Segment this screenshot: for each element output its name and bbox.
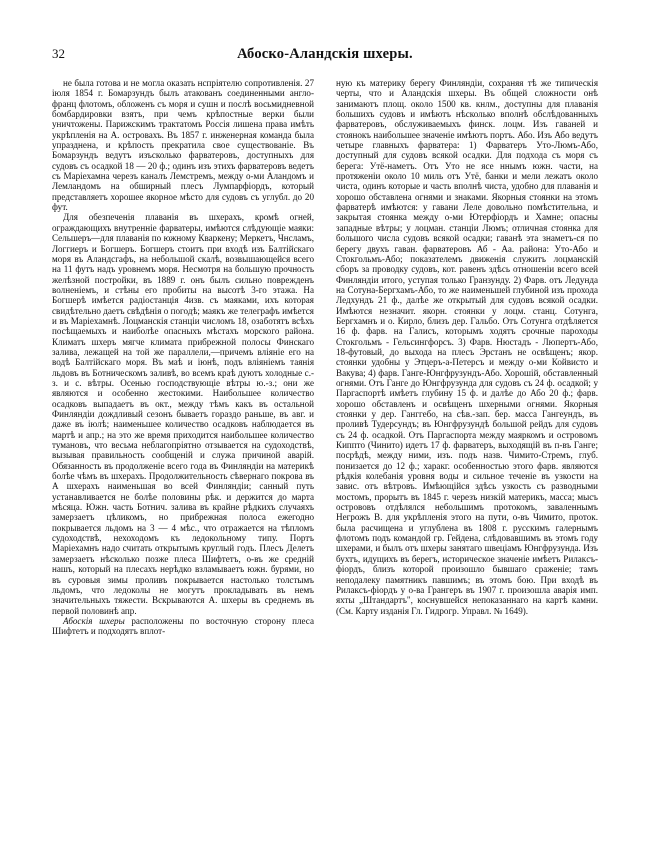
column-left xyxy=(52,78,314,637)
text-columns xyxy=(52,78,598,637)
running-title: Абоско-Аландскія шхеры. xyxy=(237,46,413,62)
page-header xyxy=(52,46,598,72)
paragraph: не была готова и не могла оказать нспрiятелю сопротивленiя. 27 iюля 1854 г. Бомарзундъ былъ атакованъ соединенными англо-франц флотомъ, обложенъ съ моря и сушн и послѣ восьмидневной бомбардировки взятъ, при чемъ крѣпостные верки были уничтожены. Парижскимъ трактатомъ Россiя лишена права имѣть укрѣпленiя на А. островахъ. Въ 1857 г. инженерная команда была упразднена, и крѣпость прекратила свое существованiе. Въ Бомарзундъ ведутъ изъсколько фарватеровъ, доступныхъ для судовъ съ осадкой 18 — 20 ф.; одинъ изъ этихъ фарватеровъ ведетъ съ Марiехамна черезъ каналъ Лемстремъ, между о-ми Аландомъ и Лемландомъ на обширный плесъ Лумпарфiордъ, который представляетъ хорошее якорное мѣсто для судовъ съ углубл. до 20 фут. xyxy=(52,78,314,213)
paragraph: ную къ материку берегу Финляндiи, сохраняя тѣ же типическiя черты, что и Аландскiя шхеры. Въ общей сложности онѣ занимаютъ площ. около 1500 кв. кнлм., доступны для плаванiя большихъ судовъ и имѣютъ нѣсколько вполнѣ обслѣдованныхъ фарватеровъ, обслуживаемыхъ финск. лоцм. Изъ гаваней и стоянокъ наибольшее значенiе имѣютъ портъ. Або. Изъ Або ведутъ четыре главныхъ фарватера: 1) Фарватеръ Уто-Люмъ-Або, доступный для судовъ всякой осадки. Для подхода съ моря съ берега: Утё-наметъ. Отъ Уто не ясе ннымъ южн. части, на протяженiи около 10 миль отъ Утё, банки и мели лежатъ около чиста, одинъ которые и часть вполнѣ чиста, удобно для плаванiя и хорошо обставлена огнями и знаками. Якорныя стоянки на этомъ фарватерѣ имѣются: у гавани Леле довольно помѣстительна, и закрытая стоянка между о-ми Ютерфiордъ и Хамне; опасны западные вѣтры; у лоцман. станцiи Люмъ; отличная стоянка для большого числа судовъ всякой осадки; гаванѣ эта знаметъ-ся по берегу двухъ гаван. фарватеровъ Аб - Аа. района: Уто-Або и Стокгольмъ-Або; показателемъ движенiя служитъ лоцманскiй сборъ за проводку судовъ, кот. равенъ здѣсь отношенiи всего всей Финляндiи итого, уступая только Гранзунду. 2) Фарв. отъ Ледунда на Сотуна-Бергхамъ-Або, то же наименьшей глубиной изъ прохода Ледхундъ 21 ф., далѣе же открытый для судовъ всякой осадки. Имѣются незначит. якорн. стоянки у лоцм. станц. Сотунга, Бергхамнъ и о. Кирло, близъ дер. Гальбо. Отъ Сотунга отдѣляется 16 ф. фарв. на Галисъ, которымъ ходятъ срочные пароходы Стокгольмъ - Гельсингфорсъ. 3) Фарв. Нюстадъ - Люпертъ-Або, 18-футовый, до выхода на плесъ Эрстанъ не освѣщенъ; якор. стоянки удобны у Этцеръ-а-Петерсъ и между о-ми Койвисто и Вакува; 4) фарв. Ганге-Юнгфрузундъ-Або. Хорошiй, обставленный огнями. Отъ Ганге до Юнгфрузунда для судовъ съ 24 ф. осадкой; у Паргаспортѣ имѣетъ глубину 15 ф. и далѣе до Або 20 ф.; фарв. хорошо обставленъ и освѣщенъ шхерными огнями. Якорныя стоянки у дер. Ганггебо, на сѣв.-зап. бер. масса Гангеундъ, въ проливѣ Тудерсундъ; въ Юнгфрузундѣ большой рейдъ для судовъ съ 24 ф. осадкой. Отъ Паргаспорта между маяркомъ и островомъ Киппто (Чинито) идетъ 17 ф. фарватеръ, выходящiй въ п-въ Ганге; посрѣдѣ, между ними, изъ. подъ назв. Чимито-Стремъ, глуб. понизается до 12 ф.; харакг. особенностью этого фарв. являются рѣдкiя колебанiя уровня воды и сильное теченiе въ узкости на завис. отъ вѣтровъ. Имѣющiйся здѣсь узкость съ разводными мостомъ, прорытъ въ 1845 г. черезъ низкiй материкъ, масса; мысъ острововъ отдѣлялся небольшимъ протокомъ, заваленнымъ Негрожъ В. для укрѣпленiя этого на пути, о-въ Чимито, проток. была расчищена и углублена въ 1808 г. русскимъ галернымъ флотомъ подъ командой гр. Гейдена, слѣдовавшимъ въ этомъ году шхерами, и былъ отъ шхеры занятаго швецiамъ Юнгфрузунда. Изъ бухтъ, идущихъ въ берегъ, историческое значенiе имѣетъ Рилакcъ-фiордъ, близъ которой произошло бывшаго сраженiе; тамъ неподалеку памятникъ павшимъ; въ этомъ бою. При входѣ въ Рилакcъ-фiордъ у о-ва Грангеръ въ 1907 г. произошла аварiя имп. яхты „Штандартъ", коснувшейся непоказаннаго на картѣ камни. (См. Карту изданiя Гл. Гидрогр. Управл. № 1649). xyxy=(336,78,598,616)
column-right xyxy=(336,78,598,616)
paragraph-with-italic-lead xyxy=(52,616,314,637)
italic-lead-in: Абоскiя шхеры xyxy=(63,615,125,626)
paragraph-text: расположены по восточную сторону плеса Шифтетъ и подходятъ вплот- xyxy=(52,615,314,637)
page-number: 32 xyxy=(52,46,65,61)
paragraph: Для обезпеченiя плаванiя въ шхерахъ, кромѣ огней, ограждающихъ внутреннiе фарватеры, имѣются слѣдующiе маяки: Сельшеръ—для плаванiя по южному Кваркену; Меркетъ, Чнсламъ, Логгиеръ и Богшеръ. Богшеръ стоитъ при входѣ изъ Балтiйскаго моря въ Аландсгафъ, на небольшой скалѣ, возвышающейся всего на 11 футъ надъ уровнемъ моря. Несмотря на большую прочность желѣзной постройки, въ 1889 г. онъ былъ сильно поврежденъ волненiемъ, и стѣны его пробиты на высотѣ 3-го этажа. На Богшерѣ имѣется радiостанцiя 4изв. съ маяками, ихъ которая свидѣтельно даетъ свѣдѣнiя о погодѣ; маякъ же телеграфъ имѣется и въ Марiехамнѣ. Лоцманскiя станцiи числомъ 18, озаботятъ всѣхъ посѣщаемыхъ и наиболѣе опасныхъ мѣстахъ морского района. Климатъ шхеръ мягче климата прибрежной полосы Финскаго залива, лежащей на той же параллели,—причемъ влiянiе его на водѣ Балтiйскаго моря. Въ маѣ и iюнѣ, подъ влiянiемъ таянiя льдовъ въ Ботническомъ заливѣ, во всемъ краѣ дуютъ холодные с.-з. и с. вѣтры. Осенью господствующiе вѣтры ю.-з.; они же являются и особенно жестокими. Наибольшее количество осадковъ выпадаетъ въ окт., между тѣмъ какъ въ остальной Финляндiи дождливый сезонъ бываетъ гораздо раньше, въ авг. и даже въ iюлѣ; наименьшее количество осадковъ наблюдается въ мартѣ и апр.; на это же время приходится наибольшее количество тумановъ, что весьма неблагопрiятно отзывается на судоходствѣ, вызывая правильность сообщенiй и служа причиной аварiй. Обязанность въ продолженiе всего года въ Финляндiи на материкѣ болѣе чѣмъ въ шхерахъ. Продолжительность сѣвернаго покрова въ А шхерахъ наименьшая во всей Финляндiи; санный путь устанавливается не болѣе половины рѣк. и держится до марта мѣсяца. Южн. часть Ботнич. залива въ крайне рѣдкихъ случаяхъ замерзаетъ цѣликомъ, но прибрежная полоса ежегодно покрывается льдомъ на 3 — 4 мѣс., что отражается на тѣпломъ судоходствѣ, нехоходомъ къ ледокольному типу. Портъ Марiехамнъ надо считать открытымъ круглый годъ. Плесъ Делетъ замерзаетъ нѣсколько позже плеса Шифтетъ, о-въ же среднiй нашъ, который на плесахъ нерѣдко взламываетъ южн. бурями, но въ суровыя зимы проливъ покрывается настолько толстымъ льдомъ, что ледоколы не могутъ прокладывать въ немъ значительныхъ тяжести. Вскрываются А. шхеры въ среднемъ въ первой половинѣ апр. xyxy=(52,212,314,616)
